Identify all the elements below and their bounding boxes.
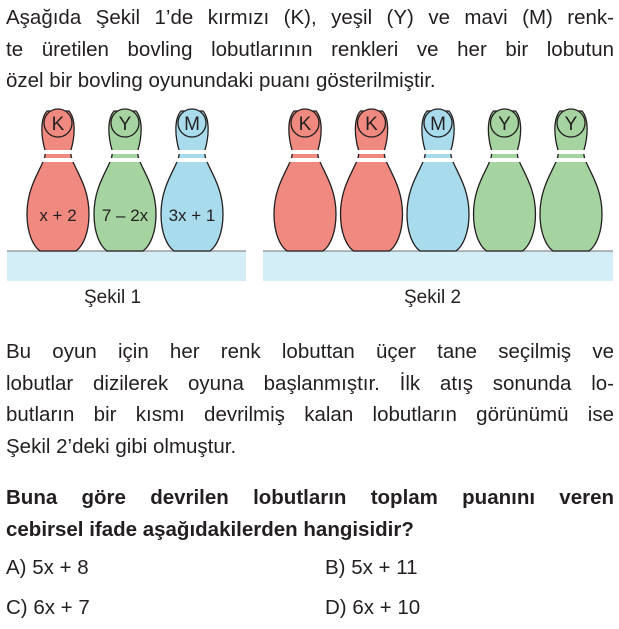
question-text bbox=[6, 482, 614, 545]
intro-line: Aşağıda Şekil 1’de kırmızı (K), yeşil (Y) ve mavi (M) renk- bbox=[6, 6, 614, 29]
pin-stripe bbox=[109, 158, 141, 162]
pin-letter: M bbox=[184, 114, 200, 135]
question-line: Buna göre devrilen lobutların toplam puanını veren bbox=[6, 486, 614, 509]
pin-letter: M bbox=[430, 114, 446, 135]
pin-stripe bbox=[555, 158, 587, 162]
pin-stripe bbox=[422, 158, 454, 162]
pin-stripe bbox=[556, 150, 586, 154]
pin-letter: K bbox=[51, 114, 65, 135]
figure2-pin bbox=[341, 109, 403, 251]
figure2-floor bbox=[263, 251, 613, 281]
pin-stripe bbox=[177, 150, 207, 154]
pin-stripe bbox=[289, 158, 321, 162]
figure2-pins bbox=[274, 109, 602, 251]
pin-letter: K bbox=[298, 114, 312, 135]
story-paragraph bbox=[6, 336, 614, 462]
figure1-pin bbox=[27, 109, 89, 251]
pin-letter: Y bbox=[498, 114, 511, 135]
figure1-pin bbox=[161, 109, 223, 251]
pin-stripe bbox=[110, 150, 140, 154]
pin-points: 7 – 2x bbox=[101, 206, 149, 225]
choice-d[interactable]: D) 6x + 10 bbox=[325, 596, 421, 619]
story-line: butların bir kısmı devrilmiş kalan lobutların görünümü ise bbox=[6, 403, 614, 426]
figure2-caption: Şekil 2 bbox=[404, 287, 462, 308]
choice-b[interactable]: B) 5x + 11 bbox=[325, 556, 418, 579]
choice-c[interactable]: C) 6x + 7 bbox=[6, 596, 90, 619]
intro-line: te üretilen bovling lobutlarının renkleri ve her bir lobutun bbox=[6, 37, 614, 61]
pin-stripe bbox=[176, 158, 208, 162]
story-line: lobutlar dizilerek oyuna başlanmıştır. İlk atış sonunda lo- bbox=[6, 371, 614, 395]
pin-stripe bbox=[356, 158, 388, 162]
figure1-pin bbox=[94, 109, 156, 251]
pin-stripe bbox=[290, 150, 320, 154]
figure2-pin bbox=[540, 109, 602, 251]
story-line: Bu oyun için her renk lobuttan üçer tane seçilmiş ve bbox=[6, 340, 614, 363]
figure1-floor bbox=[7, 251, 246, 281]
figure2-pin bbox=[274, 109, 336, 251]
choice-a[interactable]: A) 5x + 8 bbox=[6, 556, 89, 579]
pin-stripe bbox=[357, 150, 387, 154]
pin-letter: Y bbox=[564, 114, 578, 135]
intro-line: özel bir bovling oyunundaki puanı gösterilmiştir. bbox=[6, 69, 436, 92]
pin-stripe bbox=[43, 150, 73, 154]
pin-stripe bbox=[489, 158, 521, 162]
figure2-pin bbox=[407, 109, 469, 251]
pin-letter: Y bbox=[118, 114, 132, 135]
figure1-caption: Şekil 1 bbox=[84, 287, 142, 308]
pin-letter: K bbox=[365, 114, 378, 135]
figure2-pin bbox=[474, 109, 536, 251]
pin-stripe bbox=[42, 158, 74, 162]
pin-points: 3x + 1 bbox=[168, 206, 216, 225]
story-line: Şekil 2’deki gibi olmuştur. bbox=[6, 434, 237, 458]
pin-stripe bbox=[423, 150, 453, 154]
question-line: cebirsel ifade aşağıdakilerden hangisidir? bbox=[6, 517, 414, 541]
pin-stripe bbox=[490, 150, 520, 154]
pin-points: x + 2 bbox=[39, 206, 77, 225]
figure1-pins bbox=[27, 109, 223, 251]
